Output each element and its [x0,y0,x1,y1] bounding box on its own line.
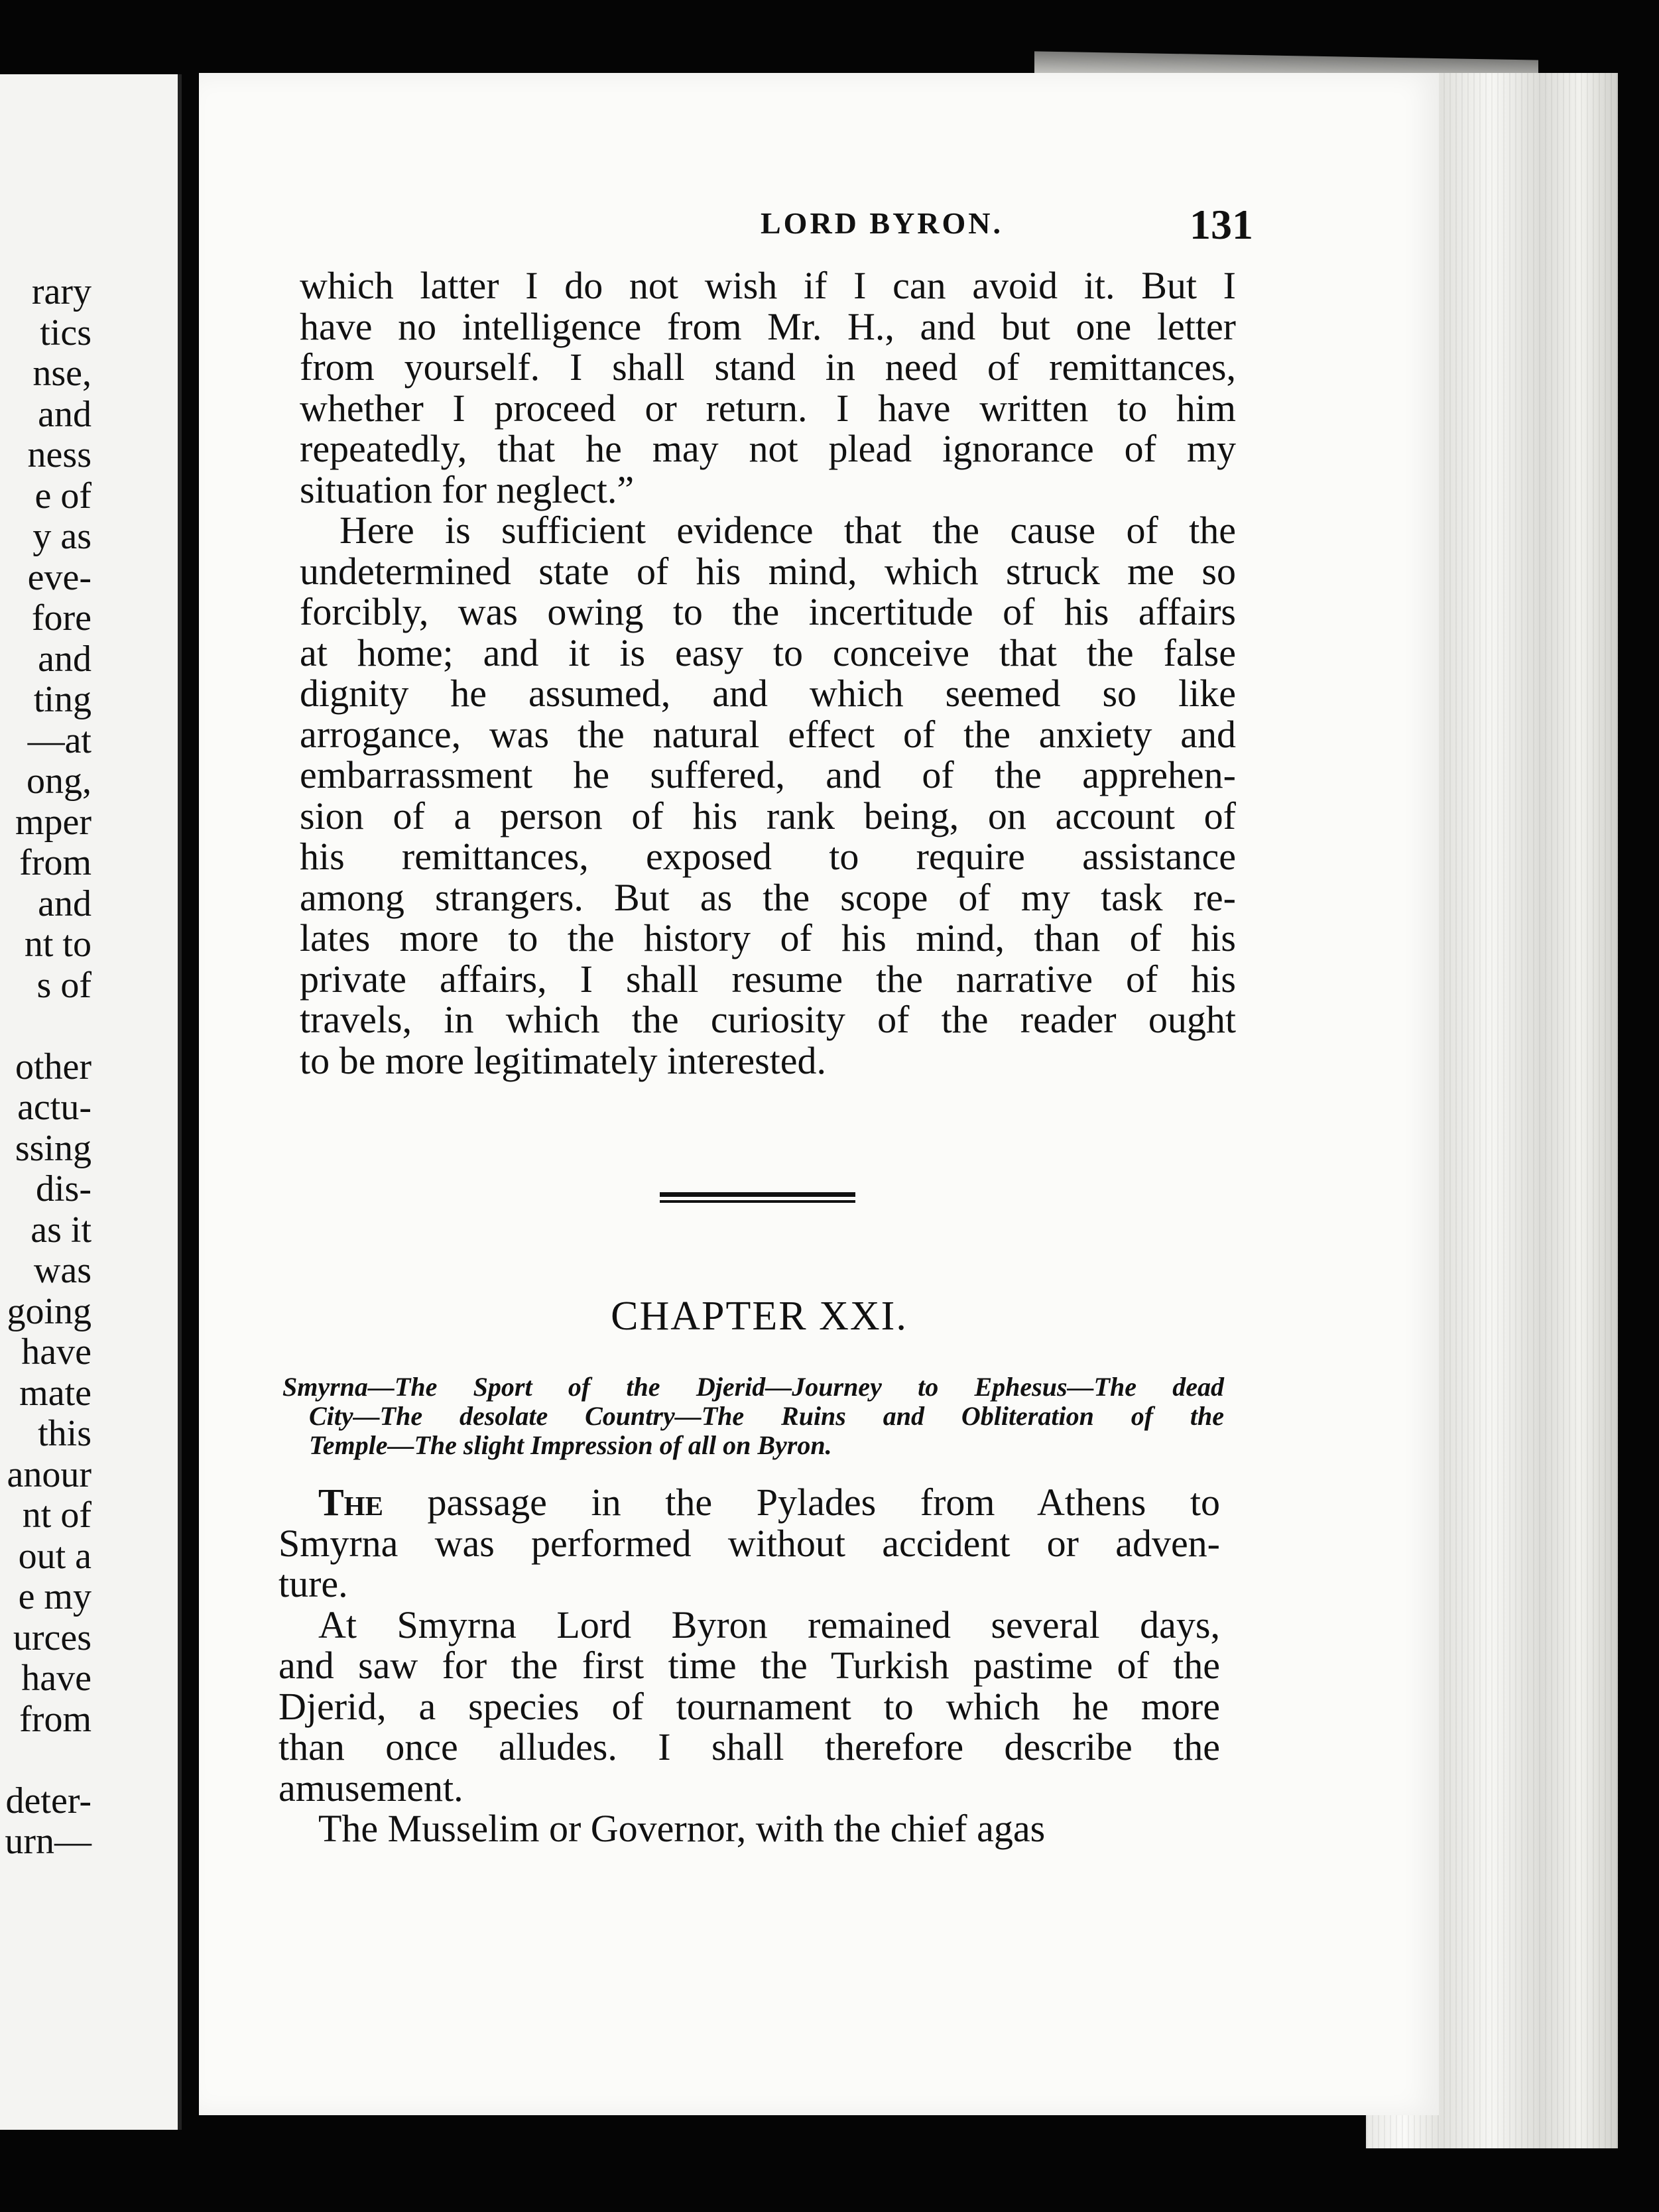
text-line: have no intelligence from Mr. H., and but one letter [300,304,1236,348]
summary-line: City—The desolate Country—The Ruins and Obliteration of the [309,1401,1224,1431]
drop-first-word: The [318,1481,383,1524]
left-fragment: fore [31,597,92,639]
chapter-summary [282,1373,1224,1460]
left-fragment: from [19,842,92,883]
text-line: The Musselim or Governor, with the chief agas [318,1807,1046,1850]
text-line: and saw for the first time the Turkish pastime of the [278,1644,1220,1687]
text-line: to be more legitimately interested. [300,1038,827,1082]
chapter-divider-rule [660,1192,855,1205]
text-line: from yourself. I shall stand in need of remittances, [300,345,1236,389]
text-line: Smyrna was performed without accident or adven- [278,1521,1220,1565]
text-line: ture. [278,1562,348,1605]
summary-line: Smyrna—The Sport of the Djerid—Journey to Ephesus—The dead [282,1372,1224,1402]
left-fragment: anour [7,1453,92,1495]
text-line: repeatedly, that he may not plead ignorance of my [300,427,1236,470]
chapter-title: CHAPTER XXI. [611,1294,908,1339]
text-line: travels, in which the curiosity of the reader ought [300,998,1236,1041]
body-text-top [300,265,1236,1081]
text-line: Djerid, a species of tournament to which he more [278,1684,1220,1728]
left-facing-page [0,74,182,2130]
left-page-text-fragments [0,272,92,1863]
paragraph-1 [300,265,1236,510]
left-fragment: rary [31,271,92,312]
text-line: dignity he assumed, and which seemed so like [300,672,1236,715]
left-fragment: mate [19,1372,92,1414]
left-fragment: dis- [36,1168,92,1209]
left-fragment [0,1740,92,1781]
text-line-rest: passage in the Pylades from Athens to [383,1481,1220,1524]
left-fragment: —at [27,719,92,761]
text-line: whether I proceed or return. I have written to him [300,386,1236,430]
left-fragment: other [15,1046,92,1087]
left-fragment: as it [31,1209,92,1251]
text-line: forcibly, was owing to the incertitude of his affairs [300,590,1236,633]
text-line: at home; and it is easy to conceive that the false [300,631,1236,674]
left-fragment: and [38,638,92,680]
paragraph-5 [278,1808,1220,1849]
left-fragment: deter- [5,1780,92,1821]
left-fragment: ong, [27,761,92,802]
left-fragment: urces [13,1617,92,1658]
main-page [199,73,1439,2115]
paragraph-4 [278,1605,1220,1809]
left-fragment: urn— [5,1821,92,1862]
left-fragment: nse, [32,353,92,394]
text-line: At Smyrna Lord Byron remained several days, [318,1603,1220,1646]
text-line: arrogance, was the natural effect of the anxiety and [300,712,1236,756]
text-line [278,1482,1220,1523]
text-line: Here is sufficient evidence that the cause of the [339,509,1236,552]
text-line: undetermined state of his mind, which struck me so [300,549,1236,593]
running-head: LORD BYRON. [760,206,1004,240]
left-fragment: this [38,1413,92,1454]
page-number: 131 [1190,201,1253,248]
left-fragment: s of [36,964,92,1006]
left-fragment: eve- [27,556,92,598]
text-line: lates more to the history of his mind, than of his [300,916,1236,959]
left-fragment: actu- [17,1087,92,1128]
text-line: sion of a person of his rank being, on account of [300,794,1236,837]
text-line: his remittances, exposed to require assistance [300,835,1236,878]
left-fragment: have [21,1331,92,1373]
paragraph-3 [278,1482,1220,1605]
body-text-bottom [278,1482,1220,1849]
left-fragment: going [7,1290,92,1332]
left-fragment: have [21,1658,92,1699]
left-fragment: and [38,393,92,435]
paragraph-2 [300,510,1236,1081]
left-fragment: from [19,1698,92,1740]
left-fragment: tics [40,312,92,353]
text-line: embarrassment he suffered, and of the apprehen- [300,753,1236,796]
text-line: than once alludes. I shall therefore describe the [278,1725,1220,1768]
summary-line: Temple—The slight Impression of all on Byron. [309,1430,832,1460]
left-fragment: ssing [15,1127,92,1169]
text-line: situation for neglect.” [300,467,635,511]
left-fragment: mper [15,801,92,843]
left-fragment: out a [18,1535,92,1577]
left-fragment: nt of [22,1495,92,1536]
left-fragment: nt to [24,924,92,965]
left-fragment: y as [32,516,92,557]
left-fragment: e my [18,1576,92,1617]
left-fragment [0,1006,92,1047]
left-fragment: ting [33,679,92,720]
text-line: amusement. [278,1766,463,1810]
left-fragment: ness [27,434,92,475]
left-fragment: was [33,1250,92,1291]
text-line: among strangers. But as the scope of my task re- [300,875,1236,919]
text-line: private affairs, I shall resume the narrative of his [300,957,1236,1001]
left-fragment: and [38,883,92,924]
text-line: which latter I do not wish if I can avoid it. But I [300,264,1236,307]
left-fragment: e of [34,475,92,517]
